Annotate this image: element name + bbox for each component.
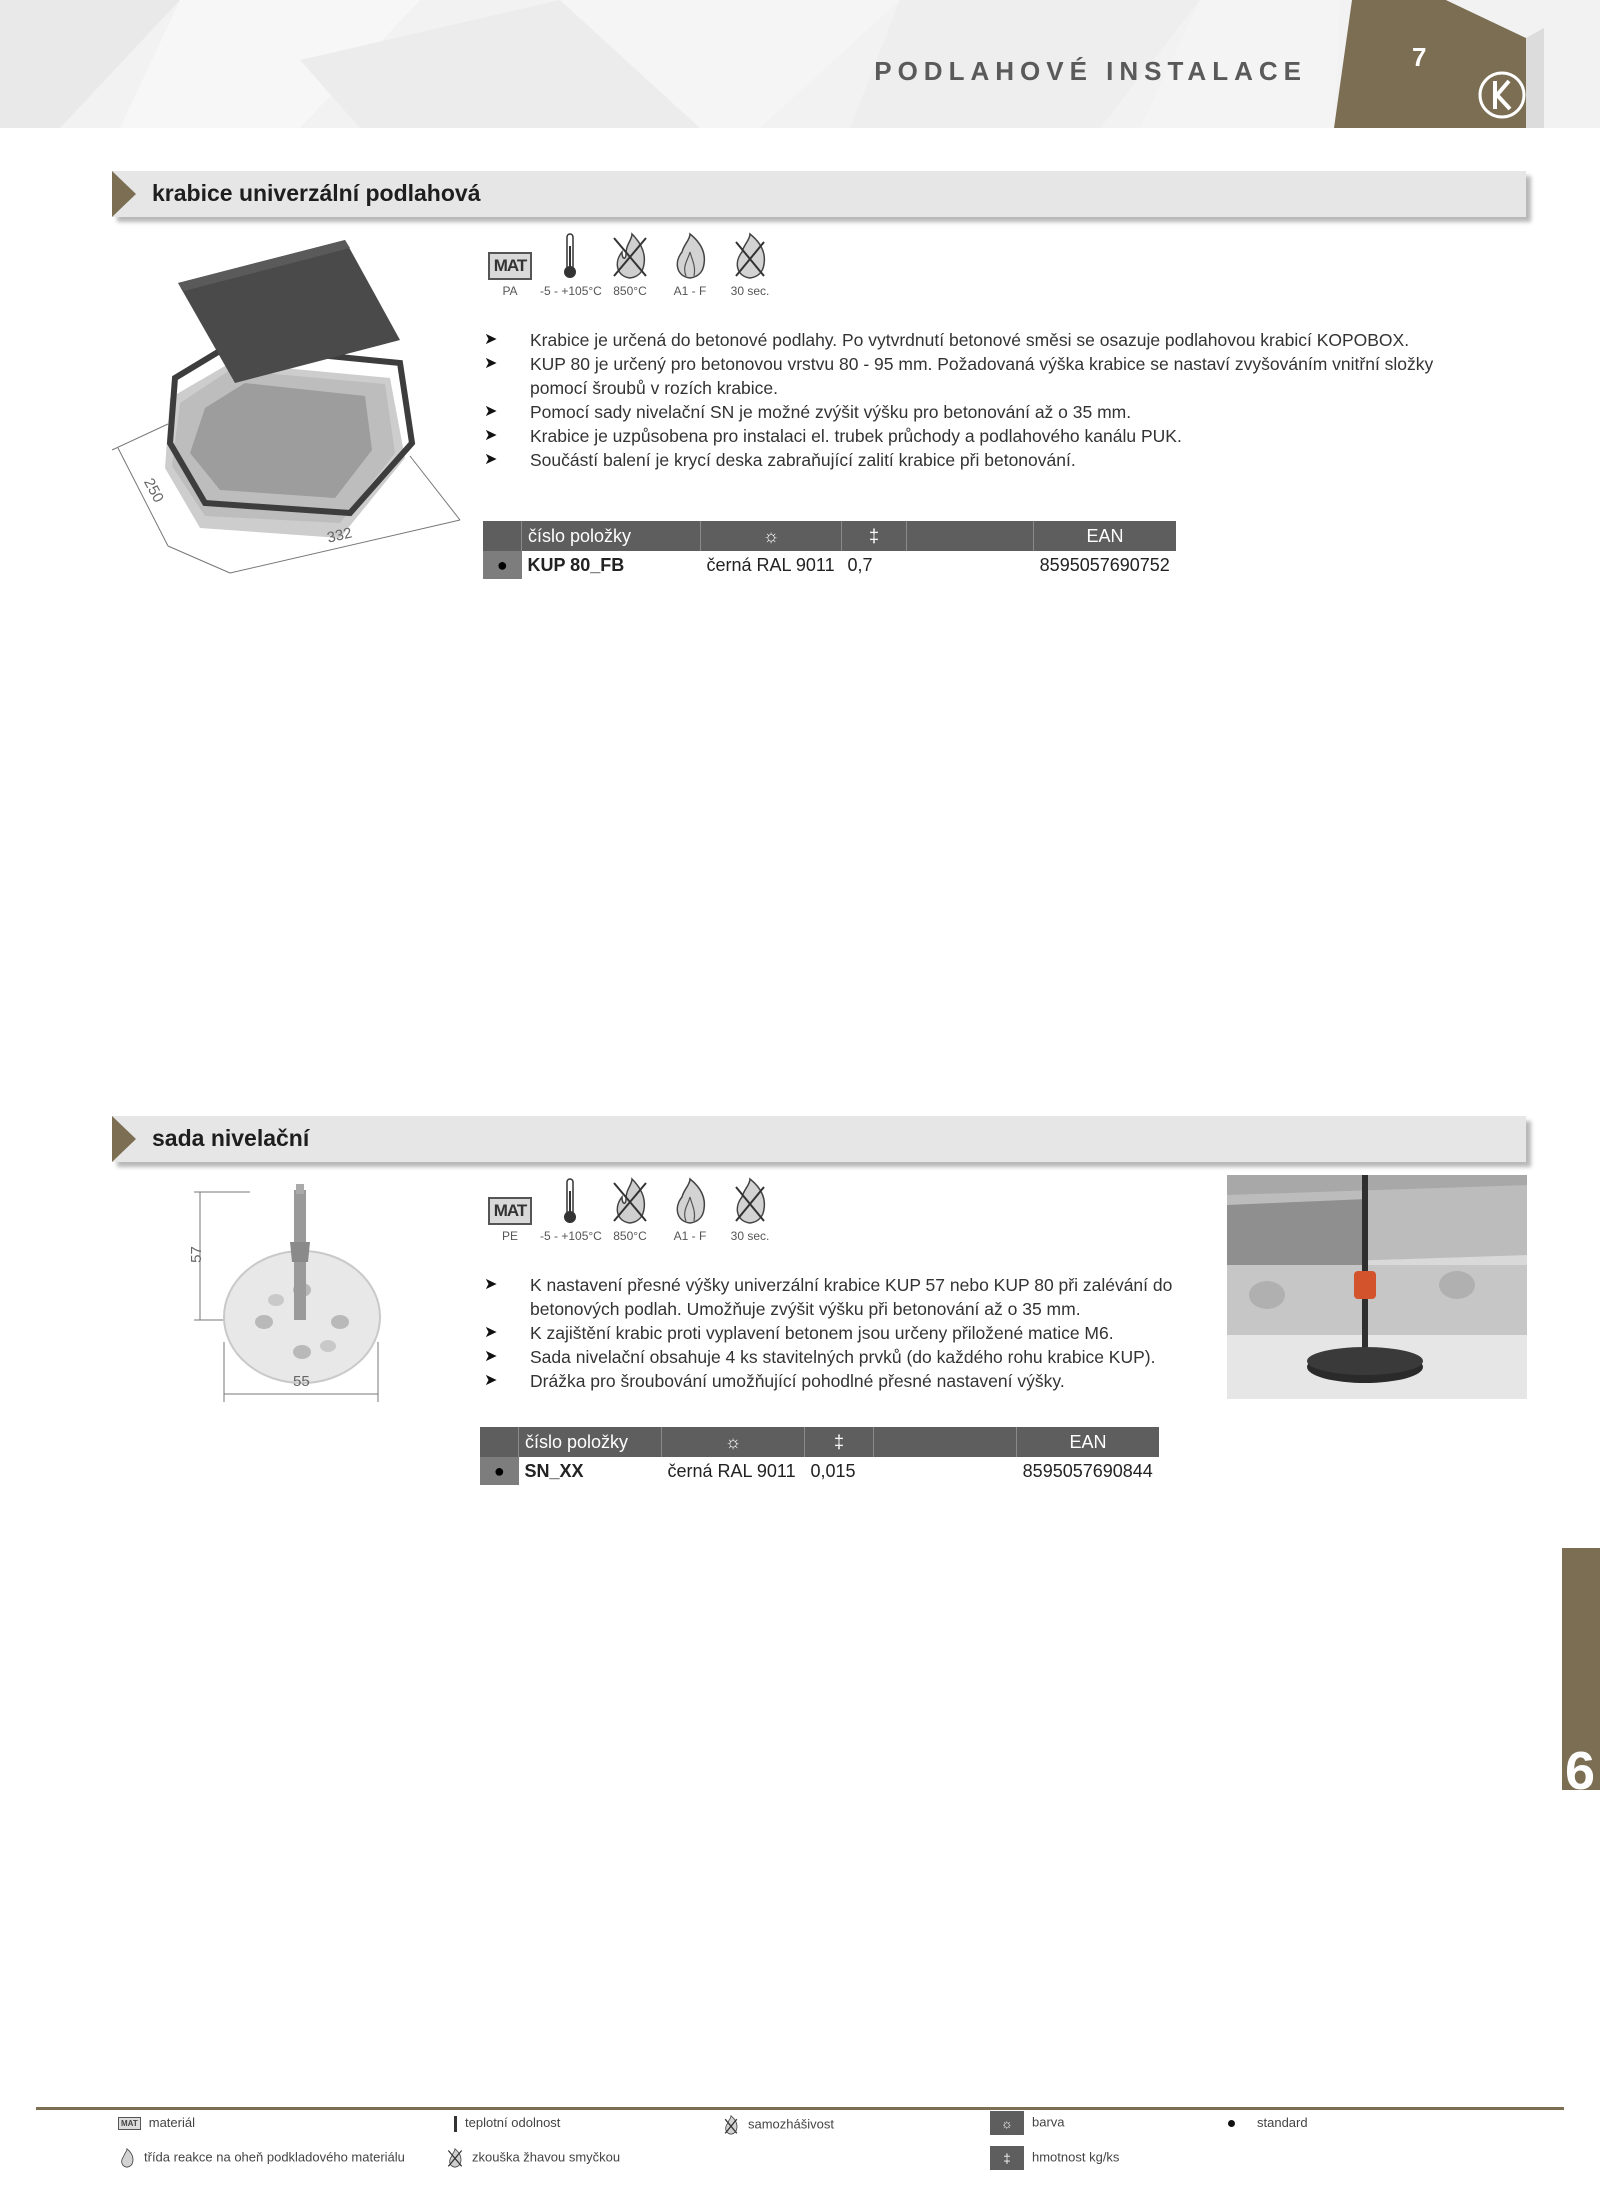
dimension-diameter-label: 55 bbox=[293, 1373, 310, 1390]
list-item: ➤ Pomocí sady nivelační SN je možné zvýšit výšku pro betonování až o 35 mm. bbox=[484, 400, 1494, 424]
self-extinguish-icon bbox=[722, 2115, 740, 2135]
legend-fire-class bbox=[118, 2148, 405, 2168]
product-table bbox=[483, 521, 1176, 579]
fire-class-caption: A1 - F bbox=[673, 1229, 707, 1243]
mat-icon: MAT bbox=[488, 1197, 533, 1225]
weight-header-icon: ‡ bbox=[805, 1427, 874, 1457]
material-caption: PE bbox=[501, 1229, 518, 1243]
blank-cell bbox=[907, 551, 1034, 579]
weight-icon: ‡ bbox=[990, 2146, 1024, 2170]
dimension-width-label: 332 bbox=[325, 524, 354, 547]
glow-wire-icon bbox=[610, 1177, 650, 1225]
list-item: ➤ Drážka pro šroubování umožňující pohodlné přesné nastavení výšky. bbox=[484, 1369, 1224, 1393]
table-row bbox=[480, 1457, 1159, 1485]
ean-header: EAN bbox=[1034, 521, 1177, 551]
list-item: ➤ KUP 80 je určený pro betonovou vrstvu 80 - 95 mm. Požadovaná výška krabice se nastaví zvyšováním vnitřní složky pomocí šroubů v rozích krabice. bbox=[484, 352, 1494, 400]
list-item: ➤ Součástí balení je krycí deska zabraňující zalití krabice při betonování. bbox=[484, 448, 1494, 472]
glow-wire-caption: 850°C bbox=[613, 284, 647, 298]
mat-icon: MAT bbox=[488, 252, 533, 280]
standard-bullet-icon bbox=[1228, 2120, 1235, 2127]
self-extinguish-property bbox=[720, 1177, 780, 1243]
glow-wire-property bbox=[600, 1177, 660, 1243]
installation-photo bbox=[1227, 1175, 1527, 1399]
flame-icon bbox=[670, 1177, 710, 1225]
legend-self-extinguish bbox=[722, 2115, 834, 2135]
legend-label: hmotnost kg/ks bbox=[1032, 2149, 1120, 2165]
item-code: KUP 80_FB bbox=[527, 554, 625, 575]
glow-wire-icon bbox=[446, 2148, 464, 2168]
footer-divider bbox=[36, 2107, 1564, 2110]
temperature-property bbox=[540, 232, 600, 298]
dimension-height-label: 57 bbox=[187, 1246, 205, 1263]
company-logo-icon bbox=[1476, 69, 1528, 121]
floor-box-illustration bbox=[110, 228, 470, 578]
legend-glow-wire bbox=[446, 2148, 620, 2168]
item-number-header: číslo položky bbox=[522, 521, 701, 551]
self-extinguish-caption: 30 sec. bbox=[730, 284, 770, 298]
fire-class-property bbox=[660, 232, 720, 298]
legend-label: standard bbox=[1257, 2115, 1308, 2130]
marker-header bbox=[483, 521, 522, 551]
table-row bbox=[483, 551, 1176, 579]
thermometer-icon bbox=[562, 232, 578, 280]
self-extinguish-icon bbox=[730, 232, 770, 280]
blank-cell bbox=[874, 1457, 1017, 1485]
blank-header bbox=[874, 1427, 1017, 1457]
thermometer-icon bbox=[562, 1177, 578, 1225]
page-title: PODLAHOVÉ INSTALACE bbox=[874, 56, 1307, 86]
feature-list bbox=[484, 1273, 1224, 1393]
legend-label: materiál bbox=[148, 2115, 195, 2130]
property-icons bbox=[480, 232, 780, 298]
self-extinguish-property bbox=[720, 232, 780, 298]
item-number-header: číslo položky bbox=[519, 1427, 662, 1457]
material-caption: PA bbox=[502, 284, 518, 298]
section-marker-icon bbox=[112, 171, 136, 217]
product-table bbox=[480, 1427, 1159, 1485]
flame-icon bbox=[118, 2148, 136, 2168]
table-header-row bbox=[483, 521, 1176, 551]
dimension-depth-label: 250 bbox=[140, 475, 167, 506]
glow-wire-property bbox=[600, 232, 660, 298]
page-number: 7 bbox=[1412, 42, 1427, 72]
flame-icon bbox=[670, 232, 710, 280]
chapter-number: 6 bbox=[1565, 1741, 1596, 1801]
item-color: černá RAL 9011 bbox=[667, 1460, 796, 1481]
temperature-caption: -5 - +105°C bbox=[540, 284, 602, 298]
section-title: krabice univerzální podlahová bbox=[152, 180, 481, 206]
self-extinguish-caption: 30 sec. bbox=[730, 1229, 770, 1243]
section-marker-icon bbox=[112, 1116, 136, 1162]
standard-marker: ● bbox=[480, 1457, 519, 1485]
standard-marker: ● bbox=[483, 551, 522, 579]
legend-material bbox=[118, 2115, 195, 2130]
blank-header bbox=[907, 521, 1034, 551]
list-item: ➤ K zajištění krabic proti vyplavení betonem jsou určeny přiložené matice M6. bbox=[484, 1321, 1224, 1345]
item-ean: 8595057690752 bbox=[1039, 554, 1170, 575]
legend-label: barva bbox=[1032, 2114, 1065, 2130]
color-icon: ☼ bbox=[990, 2111, 1024, 2135]
list-item: ➤ K nastavení přesné výšky univerzální krabice KUP 57 nebo KUP 80 při zalévání do betonových podlah. Umožňuje zvýšit výšku při betonování až o 35 mm. bbox=[484, 1273, 1224, 1321]
ean-header: EAN bbox=[1017, 1427, 1160, 1457]
legend-temperature bbox=[454, 2115, 560, 2132]
marker-header bbox=[480, 1427, 519, 1457]
fire-class-caption: A1 - F bbox=[673, 284, 707, 298]
fire-class-property bbox=[660, 1177, 720, 1243]
legend-label: třída reakce na oheň podkladového materiálu bbox=[144, 2149, 405, 2165]
legend-label: samozhášivost bbox=[748, 2116, 834, 2132]
item-weight: 0,015 bbox=[810, 1460, 856, 1481]
feature-list bbox=[484, 328, 1494, 472]
item-weight: 0,7 bbox=[847, 554, 873, 575]
thermometer-icon bbox=[454, 2116, 457, 2132]
property-icons bbox=[480, 1177, 780, 1243]
material-property bbox=[480, 1177, 540, 1243]
list-item: ➤ Sada nivelační obsahuje 4 ks stavitelných prvků (do každého rohu krabice KUP). bbox=[484, 1345, 1224, 1369]
glow-wire-icon bbox=[610, 232, 650, 280]
legend-color bbox=[990, 2111, 1065, 2135]
temperature-caption: -5 - +105°C bbox=[540, 1229, 602, 1243]
temperature-property bbox=[540, 1177, 600, 1243]
section-header-sada bbox=[112, 1116, 1526, 1162]
self-extinguish-icon bbox=[730, 1177, 770, 1225]
legend-weight bbox=[990, 2146, 1119, 2170]
mat-icon: MAT bbox=[118, 2117, 141, 2130]
section-header-krabice bbox=[112, 171, 1526, 217]
list-item: ➤ Krabice je uzpůsobena pro instalaci el. trubek průchody a podlahového kanálu PUK. bbox=[484, 424, 1494, 448]
glow-wire-caption: 850°C bbox=[613, 1229, 647, 1243]
item-code: SN_XX bbox=[524, 1460, 584, 1481]
list-item: ➤ Krabice je určená do betonové podlahy. Po vytvrdnutí betonové směsi se osazuje podlahovou krabicí KOPOBOX. bbox=[484, 328, 1494, 352]
section-title: sada nivelační bbox=[152, 1125, 310, 1151]
weight-header-icon: ‡ bbox=[842, 521, 907, 551]
legend-label: teplotní odolnost bbox=[465, 2115, 561, 2130]
legend-standard bbox=[1228, 2115, 1308, 2130]
leveling-foot-illustration bbox=[187, 1182, 390, 1408]
color-header-icon: ☼ bbox=[701, 521, 842, 551]
material-property bbox=[480, 232, 540, 298]
table-header-row bbox=[480, 1427, 1159, 1457]
legend-label: zkouška žhavou smyčkou bbox=[472, 2149, 621, 2165]
item-color: černá RAL 9011 bbox=[706, 554, 835, 575]
item-ean: 8595057690844 bbox=[1022, 1460, 1153, 1481]
color-header-icon: ☼ bbox=[662, 1427, 805, 1457]
